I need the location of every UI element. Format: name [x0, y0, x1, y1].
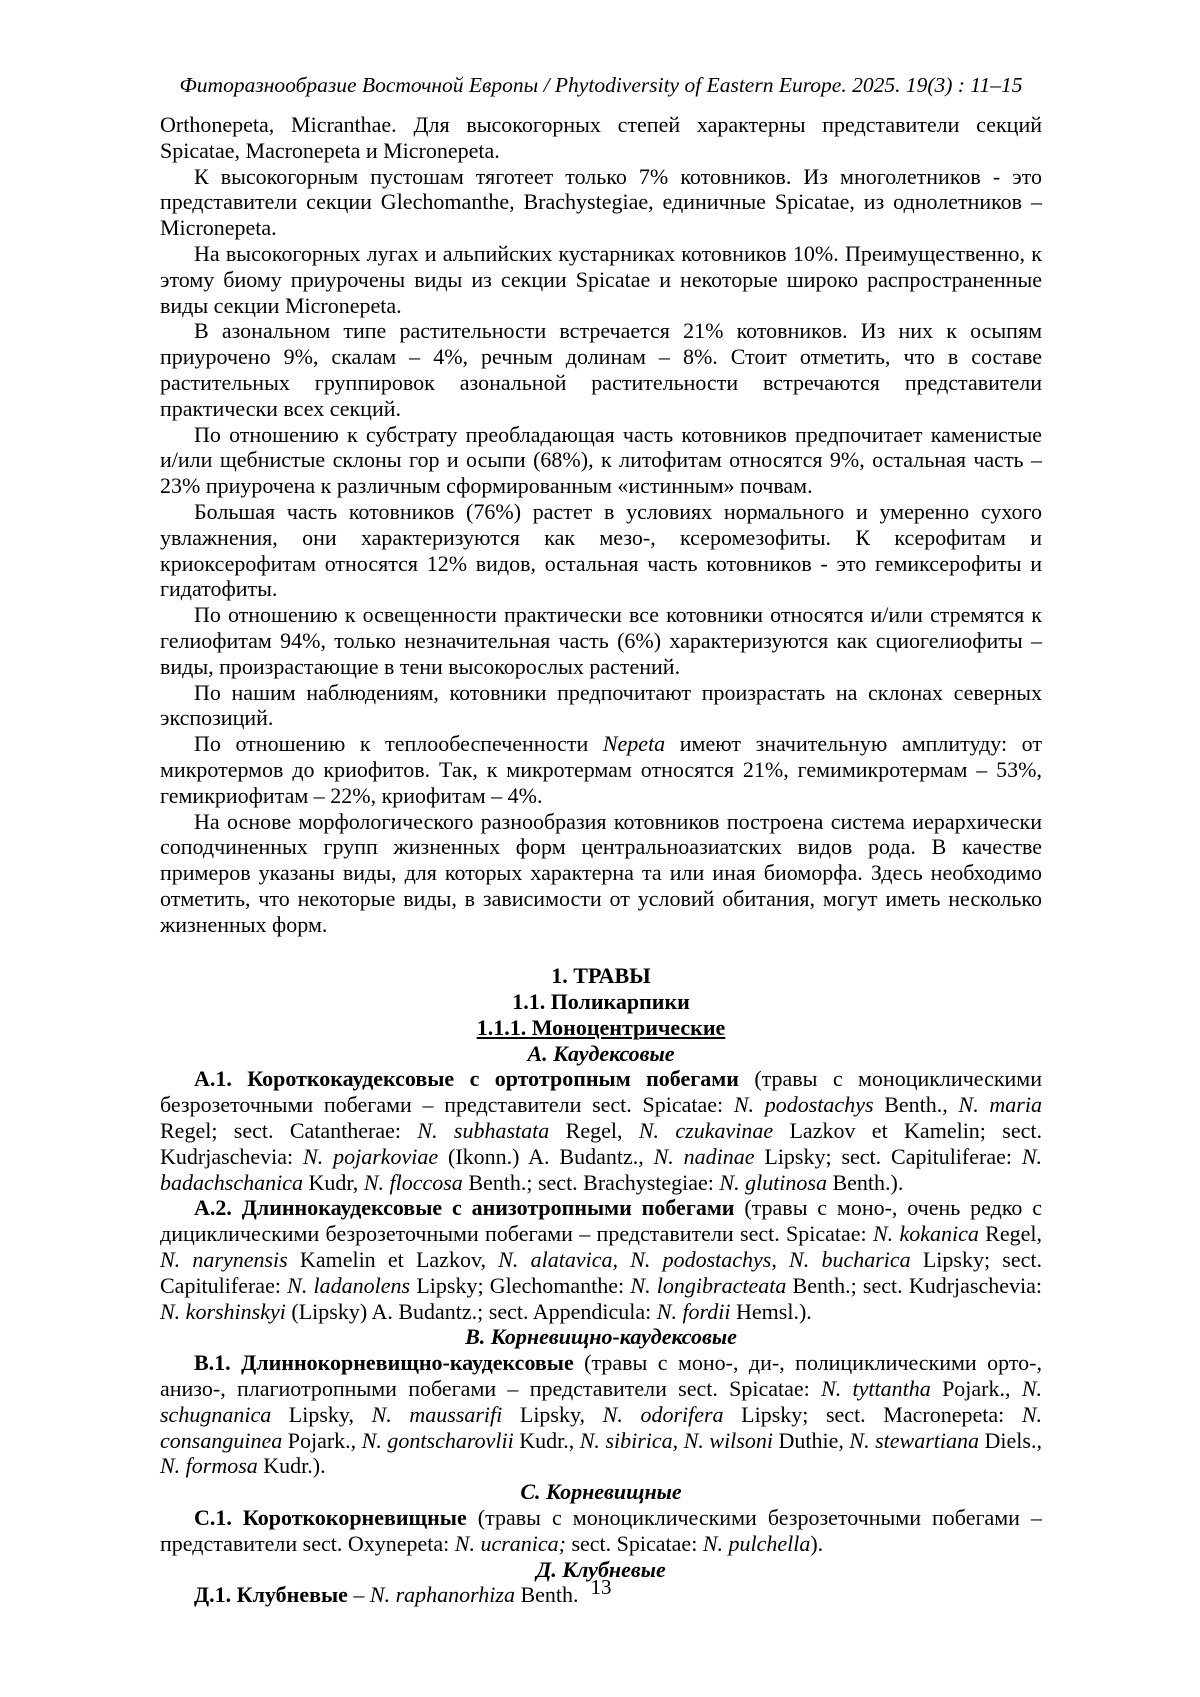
section-heading [160, 989, 1042, 1015]
text-run: (травы с моноциклическими безрозеточными побегами – представители sect. Spicatae: [160, 1066, 1042, 1118]
text-run: Lipsky; sect. Capituliferae: [754, 1143, 1022, 1169]
paragraph [160, 731, 1042, 808]
section-heading [160, 1041, 1042, 1067]
text-run: Pojark., [930, 1376, 1022, 1402]
text-run: Pojark., [282, 1427, 362, 1453]
section-heading-text: В. Корневищно-каудексовые [465, 1324, 737, 1350]
paragraph [160, 1350, 1042, 1479]
paragraph [160, 809, 1042, 938]
paragraph [160, 422, 1042, 499]
text-run: Lipsky; sect. Macronepeta: [723, 1401, 1022, 1427]
text-run: Benth., [873, 1092, 959, 1118]
text-run: N. nadinae [653, 1143, 755, 1169]
text-run: К высокогорным пустошам тяготеет только 7% котовников. Из многолетников - это представители секции Glechomanthe, Brachystegiae, единичные Spicatae, из однолетников – Micronepeta. [160, 163, 1042, 241]
text-run: А.1. Короткокаудексовые с ортотропным побегами [194, 1066, 755, 1092]
paragraph [160, 241, 1042, 318]
text-run: Kudr., [513, 1427, 580, 1453]
section-heading-text: С. Корневищные [520, 1479, 682, 1505]
article-body [160, 112, 1042, 1608]
section-heading-text: А. Каудексовые [527, 1040, 675, 1066]
text-run: N. korshinskyi [160, 1298, 286, 1324]
text-run: А.2. Длиннокаудексовые с анизотропными побегами [194, 1195, 745, 1221]
text-run: Lipsky; Glechomanthe: [410, 1272, 631, 1298]
paragraph [160, 602, 1042, 679]
section-heading [160, 963, 1042, 989]
text-run: (Ikonn.) A. Budantz., [438, 1143, 654, 1169]
text-run: Benth.; sect. Kudrjaschevia: [786, 1272, 1043, 1298]
text-run: N. podostachys [733, 1092, 874, 1118]
section-heading-text: 1.1.1. Моноцентрические [476, 1014, 726, 1040]
section-heading [160, 1324, 1042, 1350]
text-run: N. ladanolens [287, 1272, 411, 1298]
paragraph [160, 680, 1042, 732]
text-run: Hemsl.). [730, 1298, 812, 1324]
text-run: Lipsky; sect. Capituliferae: [160, 1247, 1043, 1298]
text-run: Diels., [979, 1427, 1042, 1453]
text-run: N. pulchella [702, 1530, 811, 1556]
section-heading [160, 1015, 1042, 1041]
text-run: (травы с моно-, ди-, полициклическими орто-, анизо-, плагиотропными побегами – представители sect. Spicatae: [160, 1350, 1042, 1402]
text-run: N. schugnanica [160, 1376, 1042, 1427]
text-run: N. alatavica, N. podostachys, N. bucharica [498, 1247, 911, 1273]
text-run: N. kokanica [872, 1221, 979, 1247]
text-run: Regel; sect. Catantherae: [160, 1118, 418, 1144]
text-run: sect. Spicatae: [565, 1530, 703, 1556]
text-run: N. consanguinea [160, 1401, 1043, 1453]
text-run: На основе морфологического разнообразия котовников построена система иерархически соподчиненных групп жизненных форм центральноазиатских видов рода. В качестве примеров указаны виды, для которых характерна та или иная биоморфа. Здесь необходимо отметить, что некоторые виды, в зависимости от условий обитания, могут иметь несколько жизненных форм. [160, 808, 1042, 937]
text-run: N. narynensis [160, 1247, 288, 1273]
text-run: Benth.; sect. Brachystegiae: [462, 1169, 720, 1195]
paragraph [160, 112, 1042, 164]
text-run: Kamelin et Lazkov, [287, 1247, 499, 1273]
paragraph [160, 499, 1042, 602]
text-run: имеют значительную амплитуду: от микротермов до криофитов. Так, к микротермам относятся 21%, гемимикротермам – 53%, гемикриофитам – 22%, криофитам – 4%. [160, 731, 1042, 808]
text-run: (Lipsky) A. Budantz.; sect. Appendicula: [285, 1298, 657, 1324]
text-run: Kudr, [302, 1169, 364, 1195]
text-run: По отношению к теплообеспеченности [194, 731, 603, 757]
text-run: – [347, 1582, 370, 1608]
text-run: N. gontscharovlii [361, 1427, 514, 1453]
page-number: 13 [590, 1575, 612, 1599]
text-run: N. fordii [656, 1298, 731, 1324]
text-run: N. formosa [160, 1453, 258, 1479]
text-run: ). [810, 1530, 824, 1556]
text-run: N. pojarkoviae [303, 1143, 439, 1169]
text-run: Lipsky, [271, 1401, 372, 1427]
text-run: N. longibracteata [630, 1272, 787, 1298]
section-heading [160, 1479, 1042, 1505]
text-run: Benth.). [826, 1169, 904, 1195]
paragraph [160, 1195, 1042, 1324]
section-heading-text: Д. Клубневые [536, 1556, 666, 1582]
text-run: N. czukavinae [638, 1118, 774, 1144]
text-run: N. ucranica; [454, 1530, 566, 1556]
text-run: По нашим наблюдениям, котовники предпочитают произрастать на склонах северных экспозиций. [160, 679, 1042, 731]
paragraph [160, 164, 1042, 241]
paragraph [160, 1505, 1042, 1557]
section-heading-text: 1. ТРАВЫ [551, 963, 651, 989]
text-run: Orthonepeta, Micranthae. Для высокогорных степей характерны представители секций Spicatae, Macronepeta и Micronepeta. [160, 112, 1042, 163]
text-run: Duthie, [772, 1427, 850, 1453]
text-run: N. maria [958, 1092, 1042, 1118]
text-run: N. subhastata [417, 1118, 550, 1144]
text-run: N. sibirica, N. wilsoni [579, 1427, 773, 1453]
text-run: Benth. [514, 1582, 579, 1608]
text-run: N. odorifera [602, 1401, 724, 1427]
text-run: Большая часть котовников (76%) растет в условиях нормального и умеренно сухого увлажнения, они характеризуются как мезо-, ксеромезофиты. К ксерофитам и криоксерофитам относятся 12% видов, остальная часть котовников - это гемиксерофиты и гидатофиты. [160, 498, 1042, 602]
text-run: В.1. Длиннокорневищно-каудексовые [194, 1350, 585, 1376]
section-heading-text: 1.1. Поликарпики [512, 989, 690, 1015]
paragraph [160, 1066, 1042, 1195]
text-run: С.1. Короткокорневищные [194, 1505, 478, 1531]
text-run: На высокогорных лугах и альпийских кустарниках котовников 10%. Преимущественно, к этому биому приурочены виды из секции Spicatae и некоторые широко распространенные виды секции Micronepeta. [160, 240, 1042, 318]
paragraph [160, 318, 1042, 421]
text-run: Kudr.). [257, 1453, 326, 1479]
running-head: Фиторазнообразие Восточной Европы / Phytodiversity of Eastern Europe. 2025. 19(3) : 11–15 [179, 73, 1023, 97]
text-run: N. stewartiana [849, 1427, 980, 1453]
text-run: По отношению к освещенности практически все котовники относятся и/или стремятся к гелиофитам 94%, только незначительная часть (6%) характеризуются как сциогелиофиты – виды, произрастающие в тени высокорослых растений. [160, 602, 1042, 679]
text-run: Lazkov et Kamelin; sect. Kudrjaschevia: [160, 1118, 1042, 1169]
text-run: Regel, [978, 1221, 1042, 1247]
text-run: N. raphanorhiza [369, 1582, 515, 1608]
text-run: N. tyttantha [821, 1376, 931, 1402]
text-run: (травы с моноциклическими безрозеточными побегами – представители sect. Oxynepeta: [160, 1505, 1042, 1556]
text-run: По отношению к субстрату преобладающая часть котовников предпочитает каменистые и/или щебнистые склоны гор и осыпи (68%), к литофитам относятся 9%, остальная часть – 23% приурочена к различным сформированным «истинным» почвам. [160, 421, 1042, 499]
text-run: N. maussarifi [371, 1401, 503, 1427]
text-run: (травы с моно-, очень редко с дициклическими безрозеточными побегами – представители sect. Spicatae: [160, 1195, 1043, 1247]
text-run: N. glutinosa [719, 1169, 827, 1195]
text-run: Д.1. Клубневые [194, 1582, 348, 1608]
text-run: N. badachschanica [160, 1143, 1043, 1195]
text-run: Nepeta [602, 731, 666, 757]
text-run: В азональном типе растительности встречается 21% котовников. Из них к осыпям приурочено 9%, скалам – 4%, речным долинам – 8%. Стоит отметить, что в составе растительных группировок азональной растительности встречаются представители практически всех секций. [160, 318, 1042, 421]
text-run: Regel, [549, 1118, 639, 1144]
text-run: Lipsky, [502, 1401, 603, 1427]
text-run: N. floccosa [363, 1169, 463, 1195]
